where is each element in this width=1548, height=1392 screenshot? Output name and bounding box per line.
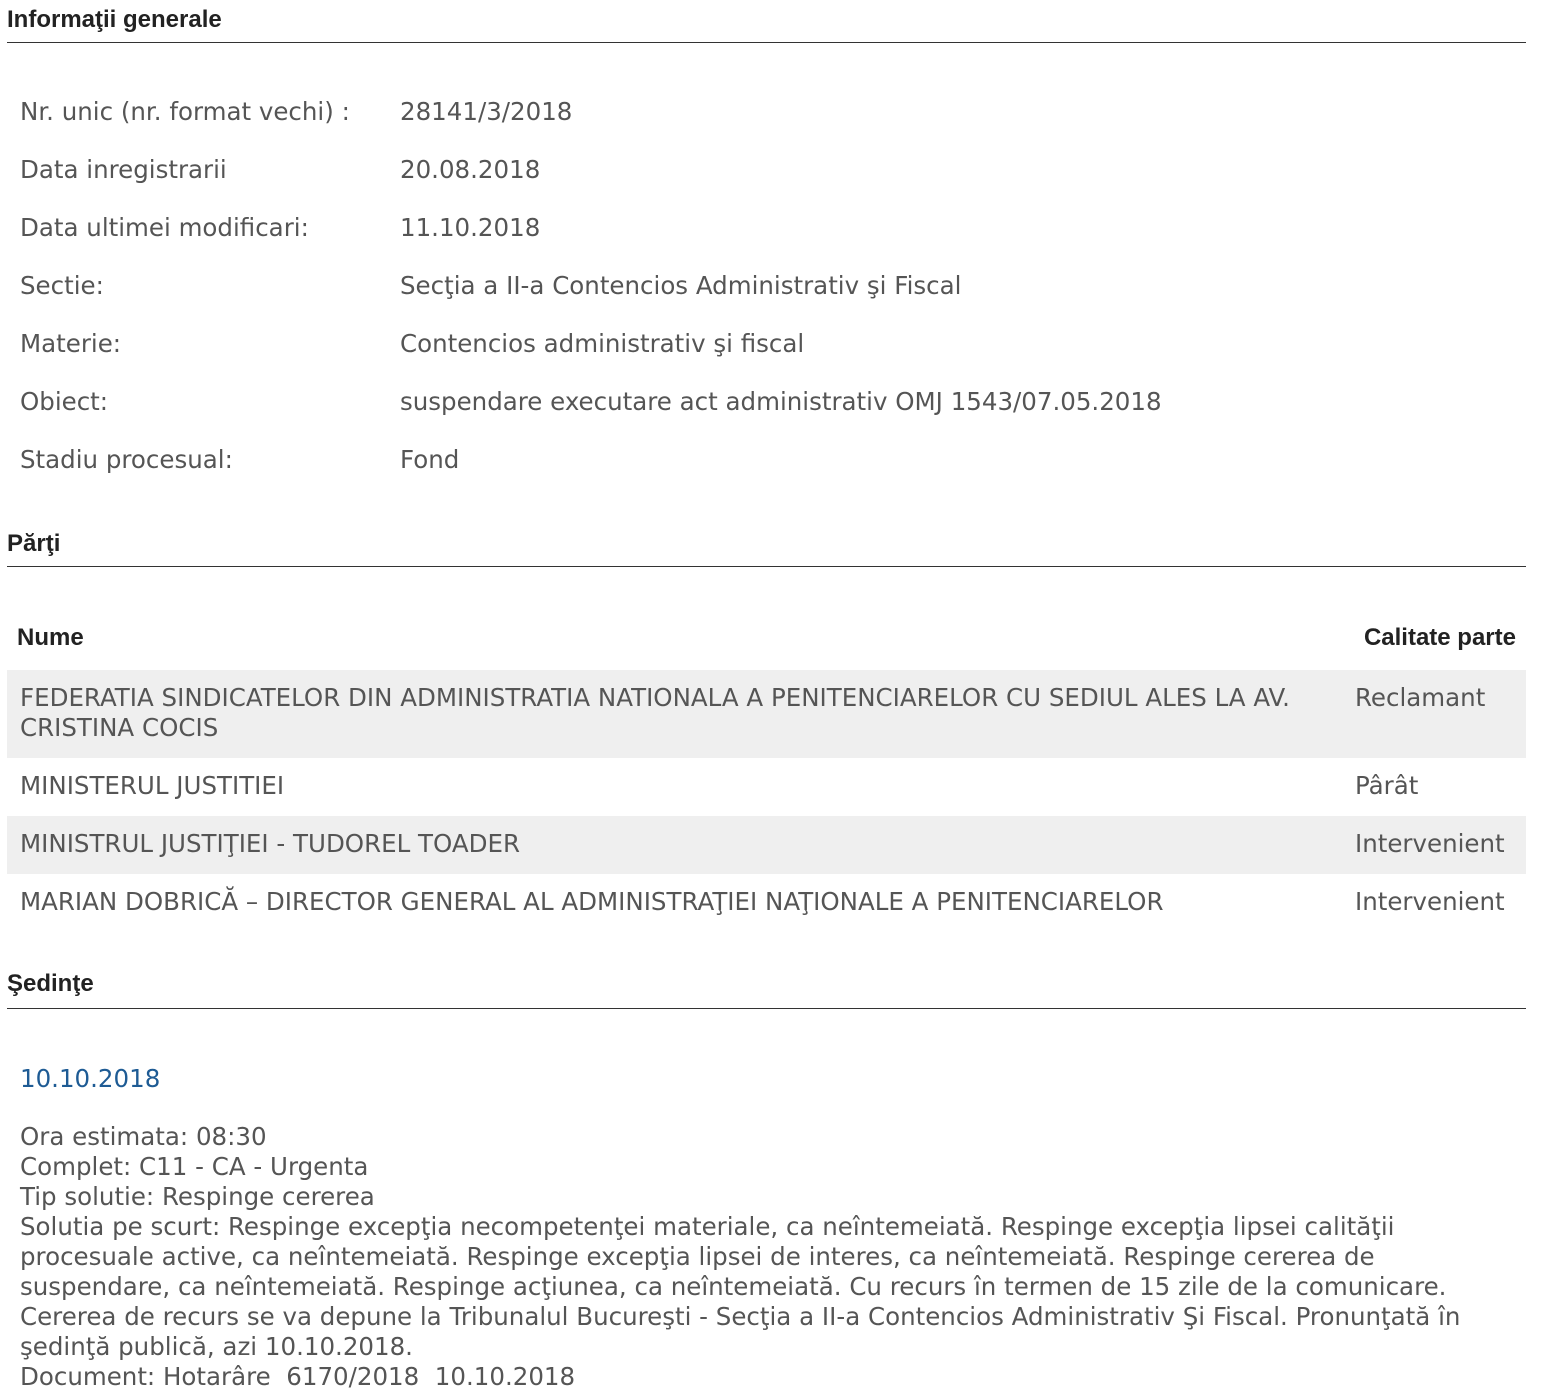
party-role: Reclamant — [1355, 683, 1486, 712]
column-header-nume: Nume — [17, 624, 84, 651]
info-row-materie — [20, 326, 1520, 362]
section-title-informatii: Informaţii generale — [7, 6, 222, 33]
table-row — [7, 874, 1526, 932]
session-details — [20, 1122, 1520, 1392]
session-ora-estimata: Ora estimata: 08:30 — [20, 1122, 267, 1151]
info-row-data-ultimei-modificari — [20, 210, 1520, 246]
section-title-sedinte: Şedinţe — [7, 970, 94, 997]
info-row-stadiu-procesual — [20, 442, 1520, 478]
party-role: Intervenient — [1355, 829, 1505, 858]
info-label: Data inregistrarii — [20, 155, 227, 184]
info-label: Nr. unic (nr. format vechi) : — [20, 97, 350, 126]
info-label: Obiect: — [20, 387, 109, 416]
info-label: Stadiu procesual: — [20, 445, 233, 474]
party-name: MINISTERUL JUSTITIEI — [20, 771, 285, 800]
table-row — [7, 816, 1526, 874]
party-name: FEDERATIA SINDICATELOR DIN ADMINISTRATIA NATIONALA A PENITENCIARELOR CU SEDIUL ALES LA AV. CRISTINA COCIS — [20, 683, 1290, 742]
table-row — [7, 670, 1526, 758]
info-row-data-inregistrarii — [20, 152, 1520, 188]
party-role: Intervenient — [1355, 887, 1505, 916]
party-name: MARIAN DOBRICĂ – DIRECTOR GENERAL AL ADMINISTRAŢIEI NAŢIONALE A PENITENCIARELOR — [20, 887, 1164, 916]
section-title-parti: Părţi — [7, 530, 61, 557]
info-value: 11.10.2018 — [400, 213, 541, 242]
session-date-link[interactable]: 10.10.2018 — [20, 1064, 161, 1093]
table-row — [7, 758, 1526, 816]
section-divider — [7, 1008, 1526, 1009]
section-divider — [7, 42, 1526, 43]
info-value: Secţia a II-a Contencios Administrativ şi Fiscal — [400, 271, 962, 300]
info-label: Materie: — [20, 329, 122, 358]
party-name: MINISTRUL JUSTIŢIEI - TUDOREL TOADER — [20, 829, 520, 858]
session-document: Document: Hotarâre 6170/2018 10.10.2018 — [20, 1362, 576, 1391]
info-row-sectie — [20, 268, 1520, 304]
info-value: Contencios administrativ şi fiscal — [400, 329, 805, 358]
info-value: Fond — [400, 445, 460, 474]
info-value: 20.08.2018 — [400, 155, 541, 184]
info-label: Sectie: — [20, 271, 104, 300]
info-row-nr-unic — [20, 94, 1520, 130]
info-value: 28141/3/2018 — [400, 97, 573, 126]
info-label: Data ultimei modificari: — [20, 213, 309, 242]
column-header-calitate-parte: Calitate parte — [1363, 624, 1516, 651]
session-solutia-pe-scurt: Solutia pe scurt: Respinge excepţia necompetenţei materiale, ca neîntemeiată. Respinge excepţia lipsei calităţii procesuale active, ca neîntemeiată. Respinge excepţia lipsei de interes, ca neîntemeiată. Respinge cererea de suspendare, ca neîntemeiată. Respinge acţiunea, ca neîntemeiată. Cu recurs în termen de 15 zile de la comunicare. Cererea de recurs se va depune la Tribunalul Bucureşti - Secţia a II-a Contencios Administrativ Şi Fiscal. Pronunţată în şedinţă publică, azi 10.10.2018. — [20, 1212, 1461, 1361]
session-tip-solutie: Tip solutie: Respinge cererea — [20, 1182, 375, 1211]
party-role: Pârât — [1355, 771, 1419, 800]
section-divider — [7, 566, 1526, 567]
info-value: suspendare executare act administrativ OMJ 1543/07.05.2018 — [400, 387, 1162, 416]
session-complet: Complet: C11 - CA - Urgenta — [20, 1152, 369, 1181]
info-row-obiect — [20, 384, 1520, 420]
parti-table-header — [7, 612, 1526, 662]
